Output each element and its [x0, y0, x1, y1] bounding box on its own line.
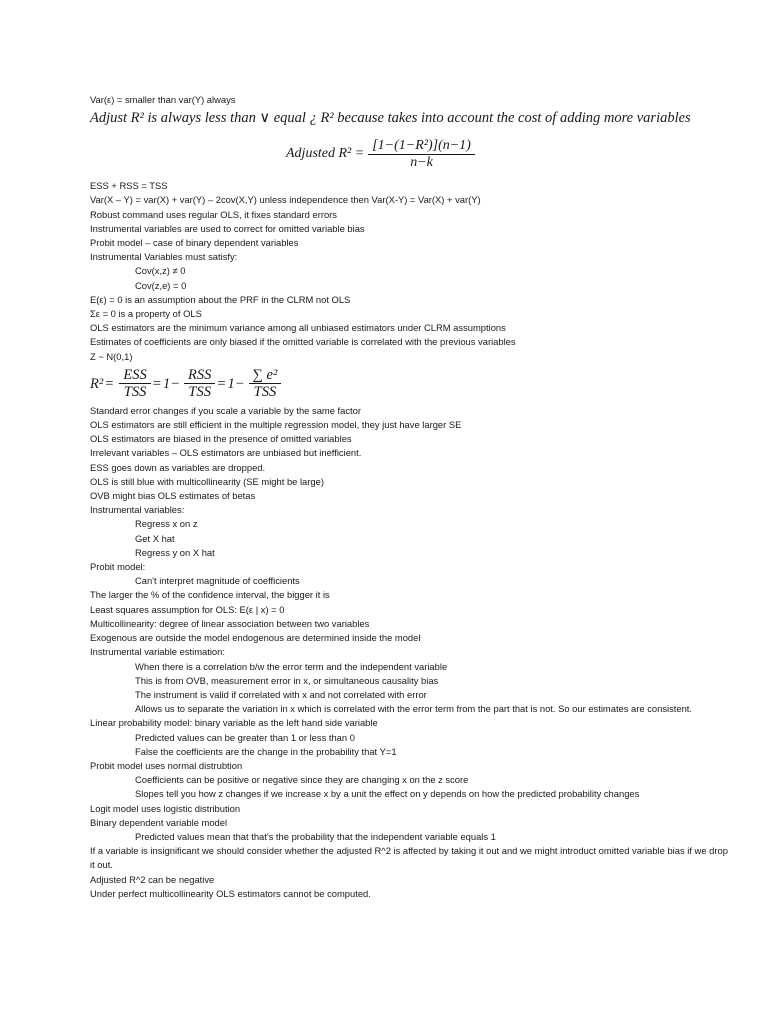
adjusted-r2-fraction	[368, 139, 475, 170]
note-line: Get X hat	[135, 532, 175, 544]
note-line: Probit model uses normal distrubtion	[90, 759, 243, 771]
equals-sign: =	[105, 375, 114, 392]
note-line: Var(X – Y) = var(X) + var(Y) – 2cov(X,Y) unless independence then Var(X-Y) = Var(X) + var(Y)	[90, 194, 481, 206]
note-line: Regress x on z	[135, 518, 198, 530]
note-line: Allows us to separate the variation in x which is correlated with the error term from the part that is not. So our estimates are consistent.	[135, 703, 693, 715]
note-line: Instrumental variables are used to correct for omitted variable bias	[90, 222, 365, 234]
note-line: Instrumental variables:	[90, 504, 185, 516]
note-line: Cov(x,z) ≠ 0	[135, 265, 186, 277]
note-line: OLS estimators are still efficient in the multiple regression model, they just have larger SE	[90, 419, 462, 431]
note-line: OLS estimators are the minimum variance among all unbiased estimators under CLRM assumptions	[90, 322, 506, 334]
note-line: The instrument is valid if correlated with x and not correlated with error	[135, 688, 427, 700]
ess-over-tss-numerator: ESS	[119, 368, 150, 384]
note-line: Robust command uses regular OLS, it fixes standard errors	[90, 208, 337, 220]
note-line: Irrelevant variables – OLS estimators are unbiased but inefficient.	[90, 447, 362, 459]
note-line: OVB might bias OLS estimates of betas	[90, 490, 256, 502]
note-line: OLS is still blue with multicollinearity (SE might be large)	[90, 475, 324, 487]
sum-e2-over-tss-numerator: ∑ e²	[249, 368, 282, 384]
adjusted-r2-lhs: Adjusted R² =	[286, 146, 365, 162]
ess-over-tss	[119, 368, 150, 399]
rss-over-tss	[184, 368, 215, 399]
equals-sign: =	[217, 375, 226, 392]
note-line: Standard error changes if you scale a variable by the same factor	[90, 404, 361, 416]
note-line: Probit model – case of binary dependent variables	[90, 237, 299, 249]
one-minus: 1−	[162, 375, 180, 392]
note-line: Under perfect multicollinearity OLS estimators cannot be computed.	[90, 887, 371, 899]
note-line: Exogenous are outside the model endogenous are determined inside the model	[90, 632, 421, 644]
note-line: Binary dependent variable model	[90, 816, 228, 828]
note-line: ESS + RSS = TSS	[90, 180, 168, 192]
note-line: Instrumental variable estimation:	[90, 646, 225, 658]
note-line: Can't interpret magnitude of coefficients	[135, 575, 300, 587]
note-line: Slopes tell you how z changes if we increase x by a unit the effect on y depends on how the predicted probability changes	[135, 788, 640, 800]
note-line: Probit model:	[90, 561, 146, 573]
rss-over-tss-numerator: RSS	[184, 368, 215, 384]
note-line: Regress y on X hat	[135, 546, 215, 558]
adjusted-r2-fraction-numerator: [1−(1−R²)](n−1)	[368, 139, 475, 155]
adjusted-r2-expression	[286, 129, 475, 179]
adjusted-r2-formula	[90, 129, 730, 179]
note-line: OLS estimators are biased in the presence of omitted variables	[90, 433, 352, 445]
one-minus: 1−	[227, 375, 245, 392]
note-line: Cov(z,e) = 0	[135, 279, 187, 291]
note-line: Adjusted R^2 can be negative	[90, 873, 215, 885]
notes-body	[90, 93, 730, 901]
note-line: The larger the % of the confidence interval, the bigger it is	[90, 589, 330, 601]
note-line: Linear probability model: binary variable as the left hand side variable	[90, 717, 378, 729]
adjusted-r2-statement: Adjust R² is always less than ∨ equal ¿ R² because takes into account the cost of adding more variables	[90, 110, 691, 127]
sum-e2-over-tss-denominator: TSS	[253, 384, 277, 401]
r-squared-formula	[90, 364, 730, 404]
sum-e2-over-tss	[249, 368, 282, 399]
note-line: Z ~ N(0,1)	[90, 350, 133, 362]
note-line: Estimates of coefficients are only biased if the omitted variable is correlated with the previous variables	[90, 336, 516, 348]
ess-over-tss-denominator: TSS	[123, 384, 147, 401]
note-line: Var(ε) = smaller than var(Y) always	[90, 94, 236, 105]
note-line: E(ε) = 0 is an assumption about the PRF in the CLRM not OLS	[90, 293, 351, 305]
note-line: Σε = 0 is a property of OLS	[90, 308, 202, 320]
rss-over-tss-denominator: TSS	[188, 384, 211, 401]
note-line: Instrumental Variables must satisfy:	[90, 251, 238, 263]
note-line: When there is a correlation b/w the error term and the independent variable	[135, 660, 448, 672]
note-line: Logit model uses logistic distribution	[90, 802, 241, 814]
note-line: Multicollinearity: degree of linear association between two variables	[90, 617, 370, 629]
note-line: Least squares assumption for OLS: E(ε | x) = 0	[90, 603, 285, 615]
adjusted-r2-fraction-denominator: n−k	[410, 154, 433, 170]
note-line: False the coefficients are the change in the probability that Y=1	[135, 745, 397, 757]
r2-lhs: R²	[90, 375, 104, 392]
note-line: Predicted values can be greater than 1 or less than 0	[135, 731, 355, 743]
equals-sign: =	[152, 375, 161, 392]
note-line: Predicted values mean that that's the probability that the independent variable equals 1	[135, 830, 496, 842]
note-line: ESS goes down as variables are dropped.	[90, 461, 266, 473]
note-line: This is from OVB, measurement error in x, or simultaneous causality bias	[135, 674, 439, 686]
note-line: Coefficients can be positive or negative since they are changing x on the z score	[135, 774, 469, 786]
note-line: If a variable is insignificant we should consider whether the adjusted R^2 is affected by taking it out and we might introduct omitted variable bias if we drop it out.	[90, 845, 728, 871]
